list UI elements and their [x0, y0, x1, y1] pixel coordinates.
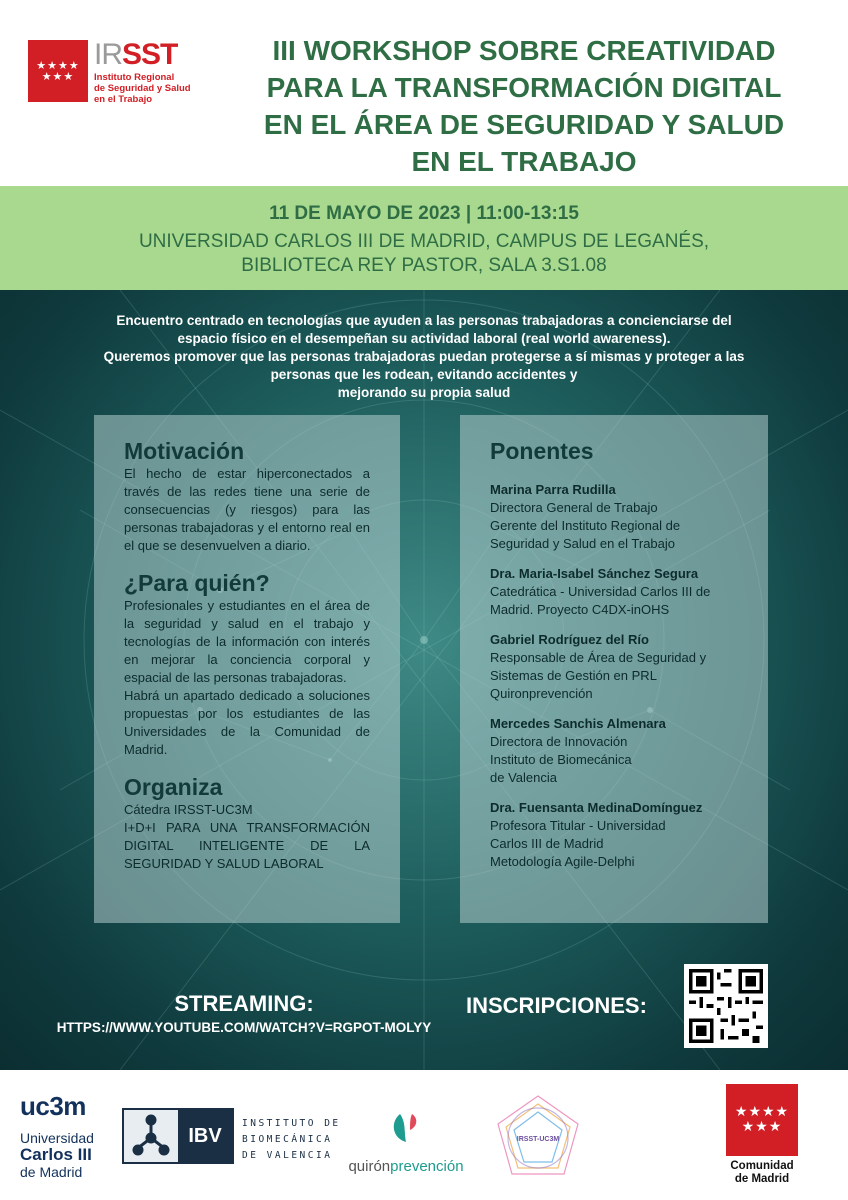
speaker-role: de Valencia — [490, 770, 557, 785]
speaker-name: Mercedes Sanchis Almenara — [490, 716, 666, 731]
event-date-time: 11 DE MAYO DE 2023 | 11:00-13:15 — [269, 203, 579, 224]
speaker-role: Directora de Innovación — [490, 734, 628, 749]
irsst-subtitle: Instituto Regional de Seguridad y Salud en el Trabajo — [94, 72, 191, 105]
speaker-item — [490, 799, 738, 871]
uc3m-logo: uc3m Universidad Carlos III de Madrid — [20, 1091, 94, 1180]
inscripciones-heading: INSCRIPCIONES: — [466, 993, 647, 1018]
speaker-item — [490, 631, 738, 703]
workshop-title: III WORKSHOP SOBRE CREATIVIDAD PARA LA TRANSFORMACIÓN DIGITAL EN EL ÁREA DE SEGURIDAD Y SALUD EN EL TRABAJO — [263, 35, 785, 177]
para-quien-heading: ¿Para quién? — [124, 570, 270, 596]
stars-icon: ★★★★ ★★★ — [734, 1104, 790, 1135]
streaming-heading: STREAMING: — [174, 991, 314, 1016]
speaker-name: Marina Parra Rudilla — [490, 482, 616, 497]
speaker-role: Catedrática - Universidad Carlos III de — [490, 584, 711, 599]
irsst-uc3m-logo — [490, 1090, 586, 1186]
speaker-role: Seguridad y Salud en el Trabajo — [490, 536, 676, 551]
speaker-role: Sistemas de Gestión en PRL — [490, 668, 657, 683]
para-quien-text: Profesionales y estudiantes en el área de la seguridad y salud en el trabajo y tecnologías de la información con interés en mejorar la conciencia corporal y espacial de las personas trabajadoras. — [124, 598, 370, 685]
speaker-name: Gabriel Rodríguez del Río — [490, 632, 649, 647]
streaming-link[interactable]: HTTPS://WWW.YOUTUBE.COM/WATCH?V=RGPOT-MOLYY — [56, 1020, 432, 1035]
irsst-logo — [28, 38, 198, 105]
motivacion-heading: Motivación — [124, 438, 245, 464]
madrid-flag-icon — [726, 1084, 798, 1156]
content-area — [0, 290, 848, 1070]
para-quien-note: Habrá un apartado dedicado a soluciones propuestas por los estudiantes de las Universidades de la Comunidad de Madrid. — [124, 688, 370, 757]
speaker-name: Dra. Maria-Isabel Sánchez Segura — [490, 566, 699, 581]
qr-code-icon — [689, 969, 763, 1043]
speaker-role: Gerente del Instituto Regional de — [490, 518, 681, 533]
streaming-block — [44, 990, 444, 1038]
organiza-heading: Organiza — [124, 774, 223, 800]
quiron-leaf-icon — [386, 1110, 426, 1146]
stars-icon: ★★★★ ★★★ — [36, 59, 80, 83]
speaker-role: Madrid. Proyecto C4DX-inOHS — [490, 602, 670, 617]
registration-qr-code[interactable] — [684, 964, 768, 1048]
speaker-item — [490, 565, 738, 619]
speaker-item — [490, 715, 738, 787]
speaker-name: Dra. Fuensanta MedinaDomínguez — [490, 800, 703, 815]
motivacion-text: El hecho de estar hiperconectados a través de las redes tiene una serie de consecuencias (y riesgos) para las personas trabajadoras y el entorno real en el que se desenvuelven a diario. — [124, 466, 370, 553]
speakers-panel — [460, 415, 768, 923]
intro-text: Encuentro centrado en tecnologías que ayuden a las personas trabajadoras a concienciarse del espacio físico en el desempeñan su actividad laboral (real world awareness). Queremos promover que las personas trabajadoras puedan protegerse a sí mismas y proteger a las personas que les rodean, evitando accidentes y mejorando su propia salud — [103, 313, 745, 400]
speaker-role: Directora General de Trabajo — [490, 500, 658, 515]
info-panel — [94, 415, 400, 923]
event-place: UNIVERSIDAD CARLOS III DE MADRID, CAMPUS DE LEGANÉS, BIBLIOTECA REY PASTOR, SALA 3.S1.08 — [138, 231, 710, 276]
speaker-role: Metodología Agile-Delphi — [490, 854, 635, 869]
speaker-role: Profesora Titular - Universidad — [490, 818, 666, 833]
organiza-catedra: Cátedra IRSST-UC3M — [124, 802, 253, 817]
madrid-flag-icon — [28, 40, 88, 102]
event-info-band — [0, 186, 848, 290]
sponsors-footer — [0, 1070, 848, 1200]
organiza-text: I+D+I PARA UNA TRANSFORMACIÓN DIGITAL INTELIGENTE DE LA SEGURIDAD Y SALUD LABORAL — [124, 820, 370, 871]
speaker-role: Carlos III de Madrid — [490, 836, 604, 851]
speaker-role: Quironprevención — [490, 686, 593, 701]
speaker-item — [490, 481, 738, 553]
ibv-logo: IBV — [122, 1108, 234, 1164]
speaker-role: Responsable de Área de Seguridad y — [490, 650, 707, 665]
comunidad-madrid-logo: ★★★★ ★★★ Comunidad de Madrid — [726, 1084, 798, 1186]
ponentes-heading: Ponentes — [490, 438, 594, 464]
irsst-wordmark: IRSST — [94, 38, 178, 71]
ibv-molecule-icon — [124, 1110, 178, 1162]
quironprevencion-logo: quirónprevención — [344, 1110, 468, 1175]
ibv-name: INSTITUTO DE BIOMECÁNICA DE VALENCIA — [242, 1118, 341, 1161]
header — [0, 0, 848, 186]
svg-text:IRSST-UC3M: IRSST-UC3M — [516, 1136, 560, 1143]
speaker-role: Instituto de Biomecánica — [490, 752, 632, 767]
